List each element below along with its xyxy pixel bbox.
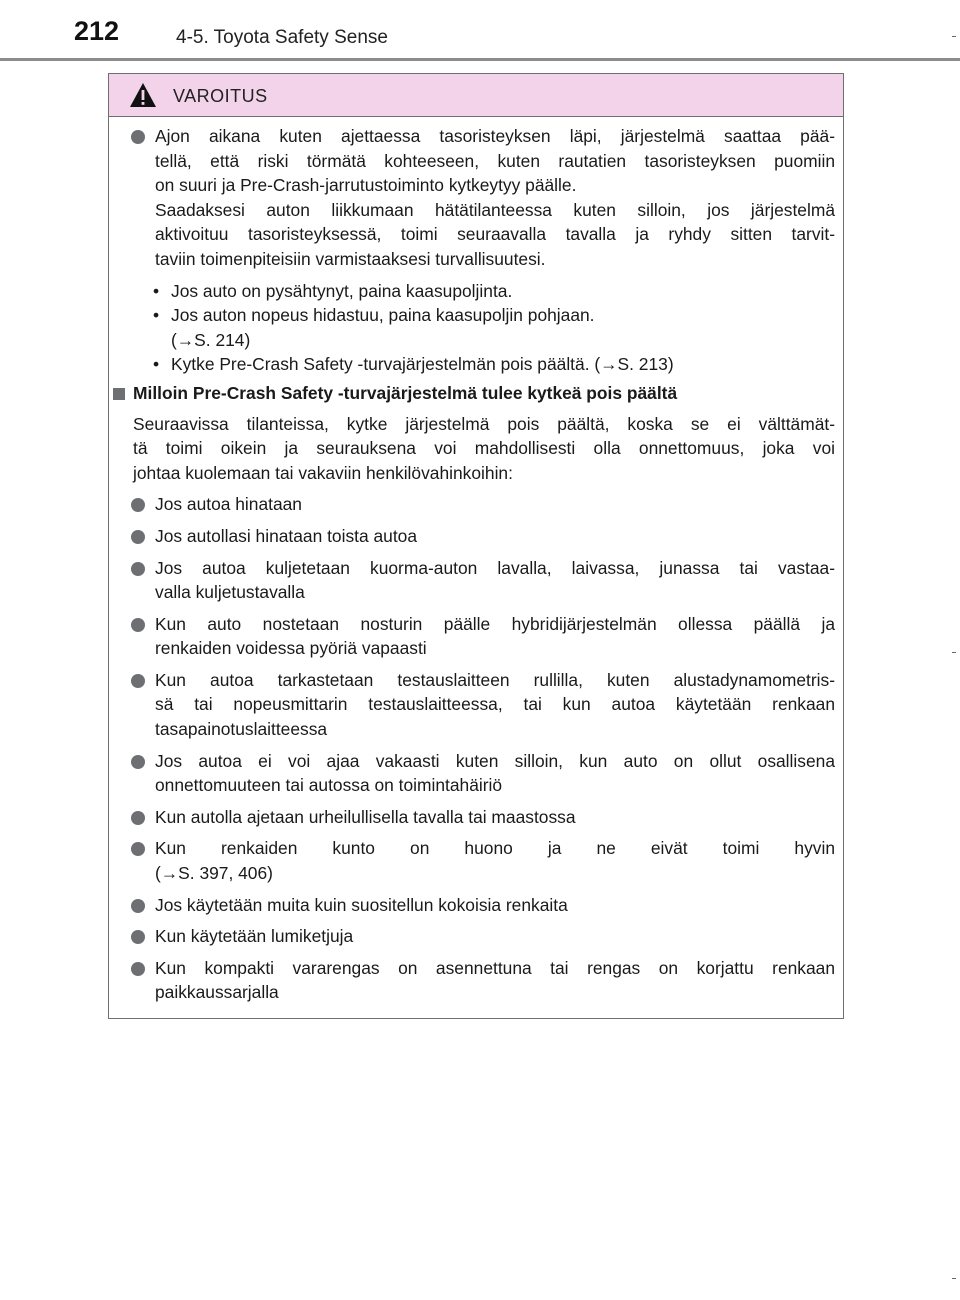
text-line: Kun autolla ajetaan urheilullisella tavalla tai maastossa (155, 806, 576, 827)
circle-bullet-icon (131, 562, 145, 576)
condition-item (109, 956, 843, 1005)
circle-bullet-icon (131, 811, 145, 825)
warning-item (109, 124, 843, 272)
text-line: taviin toimenpiteisiin varmistaaksesi turvallisuutesi. (155, 248, 546, 269)
text-line: Kytke Pre-Crash Safety -turvajärjestelmän pois päältä. (→S. 213) (171, 354, 674, 375)
warning-body (109, 124, 843, 1005)
crop-mark (952, 652, 956, 653)
condition-item (109, 805, 843, 830)
bullet-item (109, 303, 843, 352)
section-heading (109, 381, 843, 406)
circle-bullet-icon (131, 899, 145, 913)
text-line: Jos käytetään muita kuin suositellun kokoisia renkaita (155, 894, 568, 915)
crop-mark (952, 1278, 956, 1279)
text-line: Kun auto nostetaan nosturin päälle hybridijärjestelmän ollessa päällä ja (155, 613, 835, 634)
page-reference: (→S. 214) (171, 329, 251, 350)
crop-mark (952, 36, 956, 37)
page-number: 212 (74, 16, 120, 46)
text-line: paikkaussarjalla (155, 982, 279, 1003)
text-line: onnettomuuteen tai autossa on toimintahäiriö (155, 775, 503, 796)
condition-item (109, 556, 843, 605)
condition-item (109, 893, 843, 918)
text-line: Jos autoa hinataan (155, 494, 302, 515)
warning-box (108, 73, 844, 1019)
condition-item (109, 492, 843, 517)
bullet-dot: • (153, 280, 160, 301)
text-line: Jos auto on pysähtynyt, paina kaasupoljinta. (171, 280, 513, 301)
text-line: Kun käytetään lumiketjuja (155, 926, 354, 947)
text-line: aktivoituu tasoristeyksessä, toimi seuraavalla tavalla ja ryhdy sitten tarvit- (155, 224, 835, 245)
heading-text: Milloin Pre-Crash Safety -turvajärjestelmä tulee kytkeä pois päältä (133, 382, 678, 403)
warning-triangle-icon (129, 82, 157, 108)
text-line: Saadaksesi auton liikkumaan hätätilanteessa kuten silloin, jos järjestelmä (155, 199, 835, 220)
warning-label: VAROITUS (173, 86, 268, 106)
intro-paragraph (109, 412, 843, 486)
text-line: tä toimi oikein ja seurauksena voi mahdollisesti olla onnettomuus, joka voi (133, 438, 835, 459)
circle-bullet-icon (131, 962, 145, 976)
circle-bullet-icon (131, 498, 145, 512)
condition-item (109, 524, 843, 549)
text-line: sä tai nopeusmittarin testauslaitteessa, tai kun autoa käytetään renkaan (155, 694, 835, 715)
text-line: Jos autoa ei voi ajaa vakaasti kuten silloin, kun auto on ollut osallisena (155, 750, 835, 771)
condition-item (109, 749, 843, 798)
text-line: valla kuljetustavalla (155, 582, 305, 603)
text-line: (→S. 397, 406) (155, 863, 273, 884)
text-line: Jos autoa kuljetetaan kuorma-auton lavalla, laivassa, junassa tai vastaa- (155, 557, 835, 578)
text-line: johtaa kuolemaan tai vakaviin henkilövahinkoihin: (133, 462, 513, 483)
text-line: Ajon aikana kuten ajettaessa tasoristeyksen läpi, järjestelmä saattaa pää- (155, 126, 835, 146)
text-line: on suuri ja Pre-Crash-jarrutustoiminto kytkeytyy päälle. (155, 175, 577, 196)
circle-bullet-icon (131, 130, 145, 144)
circle-bullet-icon (131, 618, 145, 632)
bullet-dot: • (153, 354, 160, 375)
text-line: Jos auton nopeus hidastuu, paina kaasupoljin pohjaan. (171, 305, 595, 326)
text-line: tasapainotuslaitteessa (155, 719, 328, 740)
condition-item (109, 668, 843, 742)
warning-header (109, 74, 843, 117)
circle-bullet-icon (131, 674, 145, 688)
text-line: Kun autoa tarkastetaan testauslaitteen rullilla, kuten alustadynamometris- (155, 669, 835, 690)
text-line: tellä, että riski törmätä kohteeseen, kuten rautatien tasoristeyksen puomiin (155, 150, 835, 171)
condition-item (109, 836, 843, 885)
bullet-dot: • (153, 305, 160, 326)
text-line: Kun renkaiden kunto on huono ja ne eivät toimi hyvin (155, 838, 835, 859)
header-divider (0, 58, 960, 61)
condition-item (109, 924, 843, 949)
text-line: Kun kompakti vararengas on asennettuna tai rengas on korjattu renkaan (155, 957, 835, 978)
bullet-item (109, 352, 843, 377)
circle-bullet-icon (131, 530, 145, 544)
condition-item (109, 612, 843, 661)
circle-bullet-icon (131, 755, 145, 769)
section-title: 4-5. Toyota Safety Sense (176, 27, 388, 48)
bullet-item (109, 279, 843, 304)
square-bullet-icon (113, 388, 125, 400)
circle-bullet-icon (131, 930, 145, 944)
text-line: Jos autollasi hinataan toista autoa (155, 525, 418, 546)
circle-bullet-icon (131, 842, 145, 856)
text-line: renkaiden voidessa pyöriä vapaasti (155, 638, 427, 659)
text-line: Seuraavissa tilanteissa, kytke järjestelmä pois päältä, koska se ei välttämät- (133, 413, 835, 434)
